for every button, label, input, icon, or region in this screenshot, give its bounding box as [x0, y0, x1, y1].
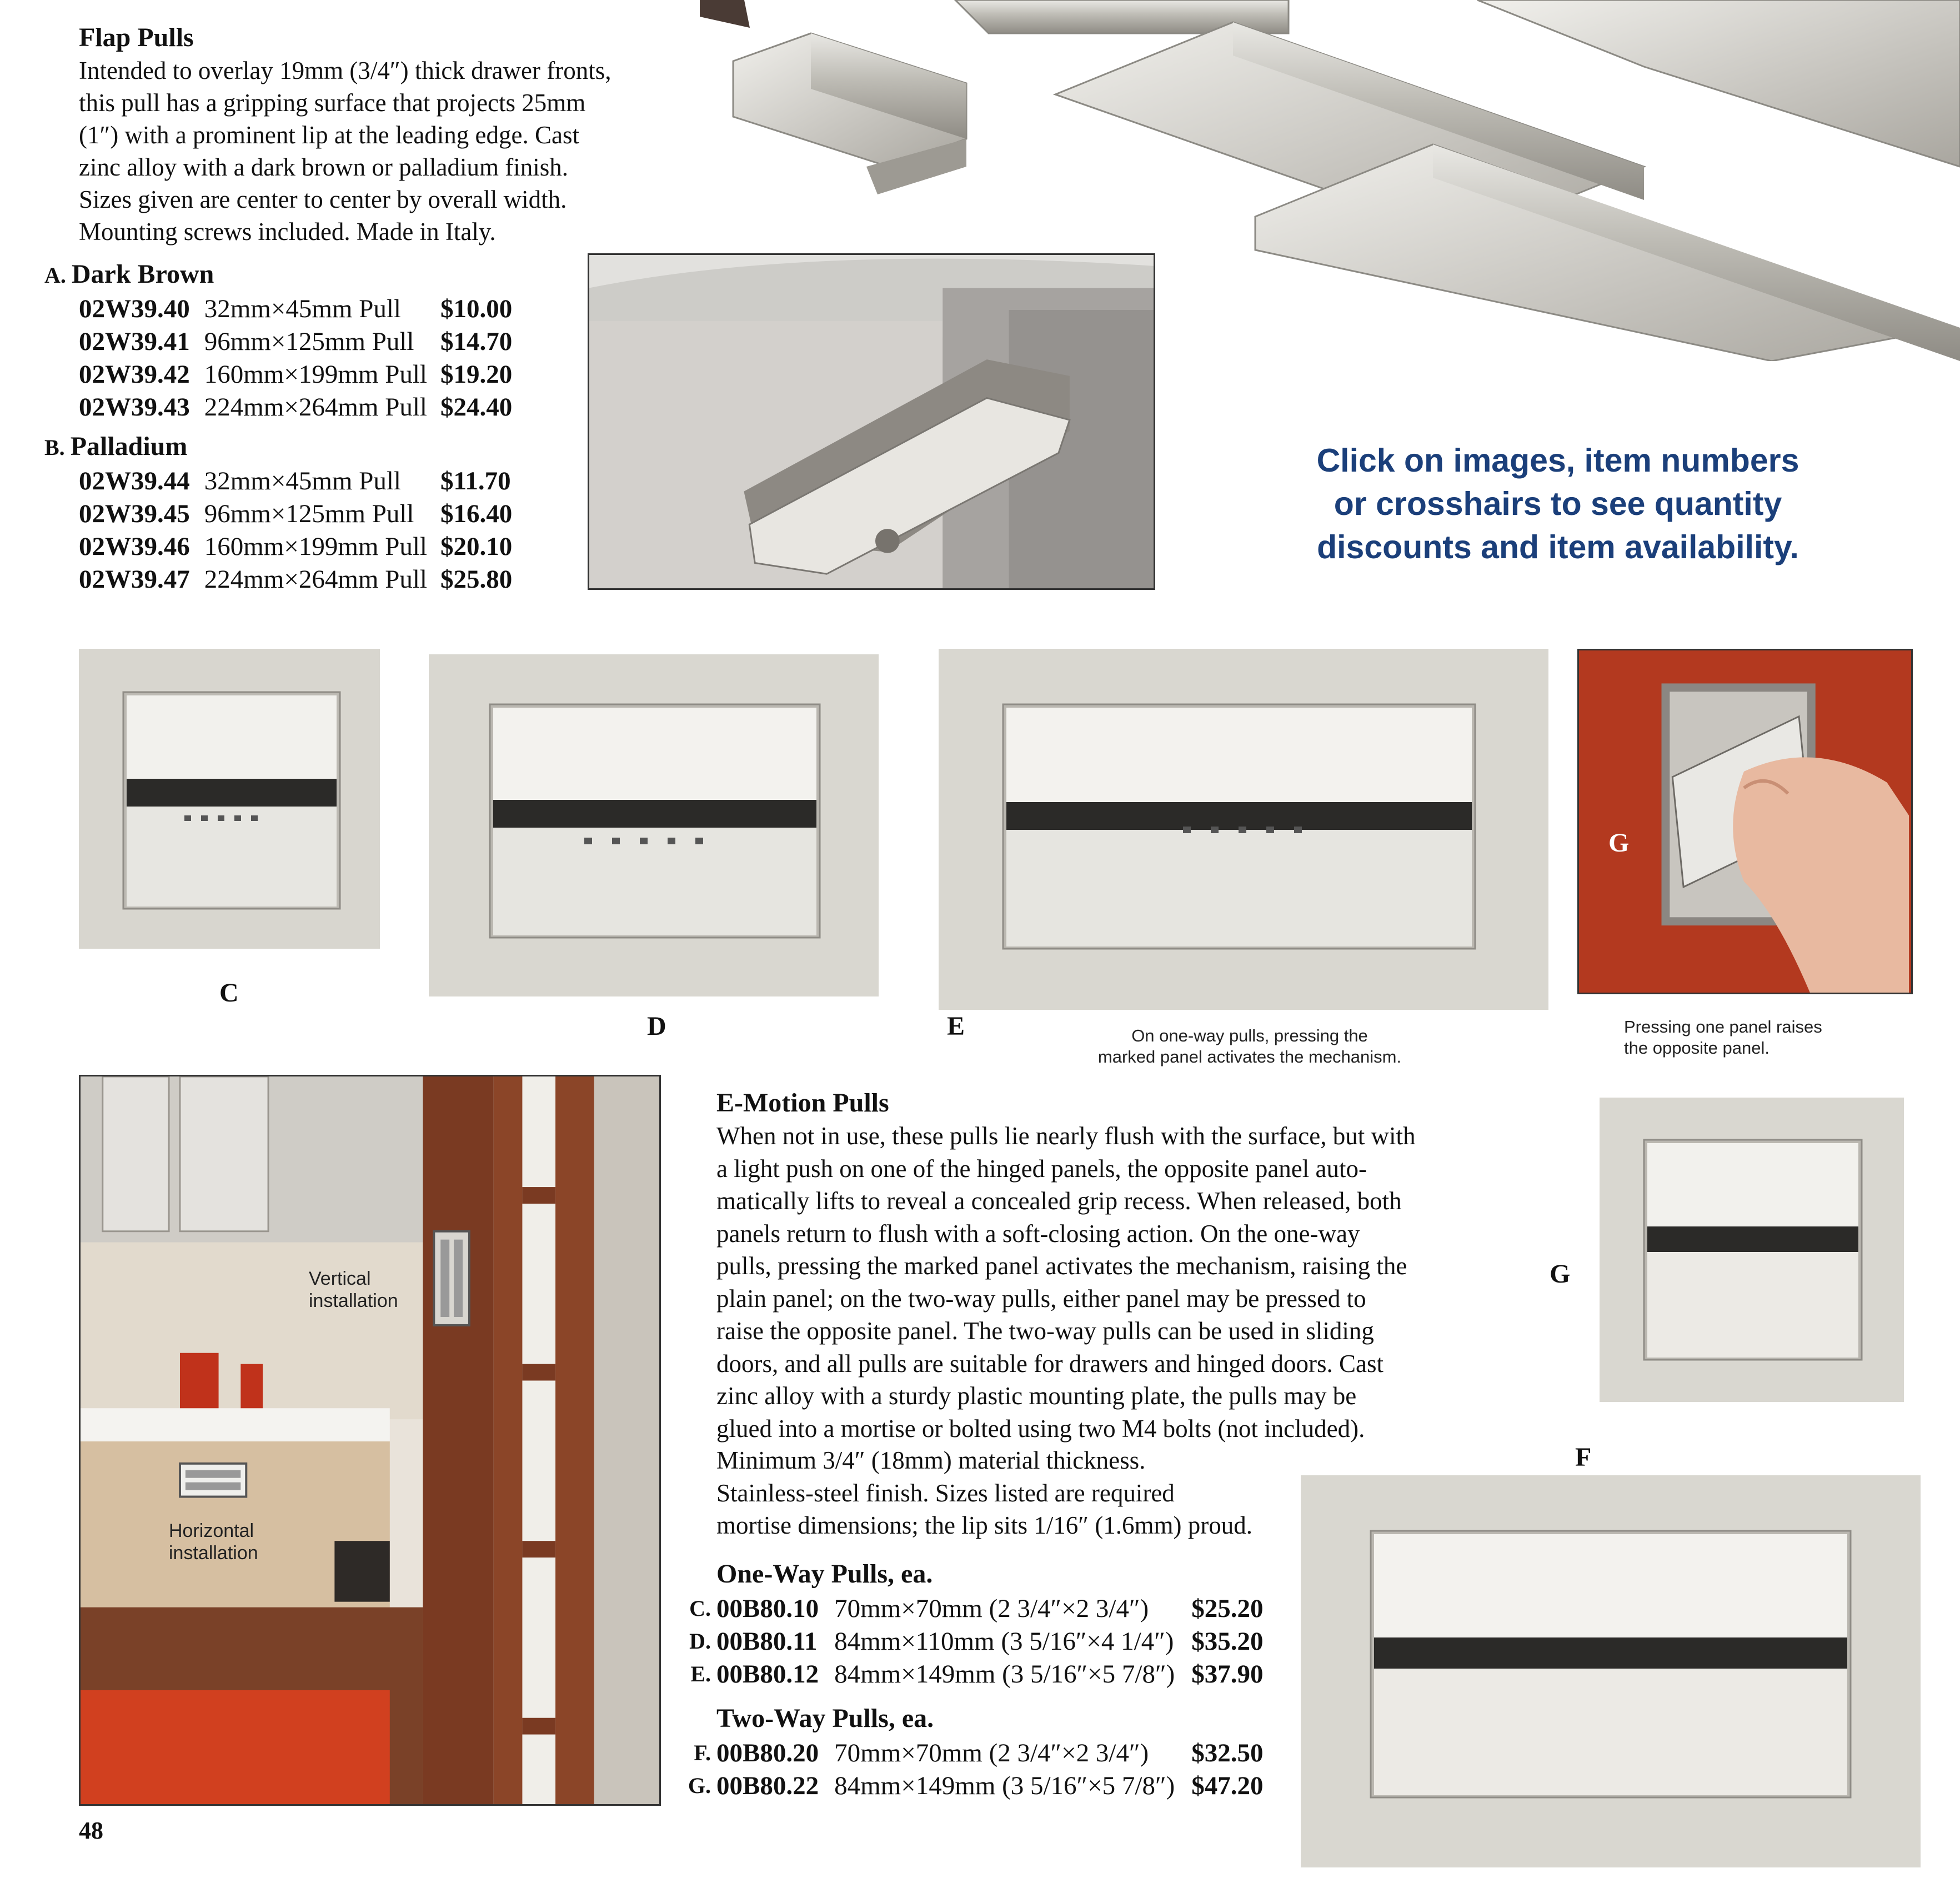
item-desc: 224mm×264mm Pull	[204, 392, 427, 422]
desc-line: Mounting screws included. Made in Italy.	[79, 218, 496, 246]
item-desc: 84mm×149mm (3 5/16″×5 7/8″)	[834, 1659, 1175, 1689]
flap-pulls-title: Flap Pulls	[79, 23, 194, 52]
table-row[interactable]	[79, 530, 512, 563]
emotion-pulls-description-cont	[716, 1444, 1289, 1542]
desc-line: pulls, pressing the marked panel activates the mechanism, raising the	[716, 1252, 1407, 1280]
item-number[interactable]: 02W39.42	[79, 359, 190, 389]
item-desc: 84mm×149mm (3 5/16″×5 7/8″)	[834, 1771, 1175, 1800]
item-desc: 160mm×199mm Pull	[204, 359, 427, 389]
item-letter: E.	[690, 1661, 711, 1686]
item-letter: C.	[689, 1596, 711, 1621]
pull-d-photo[interactable]	[429, 654, 879, 996]
flap-pull-installed-photo[interactable]	[588, 253, 1155, 590]
desc-line: plain panel; on the two-way pulls, either panel may be pressed to	[716, 1284, 1366, 1313]
interior-installation-photo[interactable]	[79, 1075, 661, 1806]
item-desc: 70mm×70mm (2 3/4″×2 3/4″)	[834, 1738, 1149, 1767]
caption-line: installation	[309, 1290, 398, 1311]
vertical-installation-label	[309, 1268, 398, 1312]
availability-cta[interactable]	[1266, 439, 1849, 569]
group-name: Dark Brown	[71, 259, 214, 289]
desc-line: matically lifts to reveal a concealed grip recess. When released, both	[716, 1187, 1402, 1215]
pull-f-photo[interactable]	[1600, 1098, 1904, 1402]
label-c[interactable]: C	[219, 978, 239, 1008]
label-e[interactable]: E	[947, 1011, 965, 1041]
desc-line: (1″) with a prominent lip at the leading edge. Cast	[79, 121, 580, 149]
item-desc: 70mm×70mm (2 3/4″×2 3/4″)	[834, 1594, 1149, 1623]
caption-line: the opposite panel.	[1624, 1038, 1769, 1058]
caption-line: On one-way pulls, pressing the	[1131, 1026, 1368, 1045]
desc-line: Stainless-steel finish. Sizes listed are required	[716, 1479, 1175, 1507]
item-price: $11.70	[440, 466, 511, 495]
item-number[interactable]: 00B80.11	[716, 1626, 818, 1656]
table-row[interactable]	[678, 1769, 1263, 1802]
item-number[interactable]: 00B80.12	[716, 1659, 819, 1689]
item-number[interactable]: 00B80.10	[716, 1594, 819, 1623]
table-row[interactable]	[79, 292, 512, 325]
table-row[interactable]	[79, 497, 512, 530]
table-row[interactable]	[79, 563, 512, 595]
item-price: $20.10	[440, 532, 513, 561]
item-price: $25.80	[440, 564, 513, 594]
item-number[interactable]: 02W39.40	[79, 294, 190, 323]
table-row[interactable]	[79, 358, 512, 390]
desc-line: Intended to overlay 19mm (3/4″) thick drawer fronts,	[79, 57, 611, 84]
desc-line: panels return to flush with a soft-closing action. On the one-way	[716, 1219, 1360, 1248]
table-row[interactable]	[678, 1657, 1263, 1690]
item-price: $14.70	[440, 327, 513, 356]
desc-line: When not in use, these pulls lie nearly flush with the surface, but with	[716, 1122, 1416, 1150]
desc-line: doors, and all pulls are suitable for drawers and hinged doors. Cast	[716, 1349, 1383, 1378]
one-way-heading: One-Way Pulls, ea.	[716, 1559, 933, 1589]
item-letter: F.	[694, 1740, 711, 1765]
group-letter: B.	[44, 435, 65, 460]
page-number: 48	[79, 1817, 103, 1844]
item-desc: 32mm×45mm Pull	[204, 294, 401, 323]
caption-line: installation	[169, 1543, 258, 1564]
item-price: $10.00	[440, 294, 513, 323]
item-price: $37.90	[1191, 1659, 1264, 1689]
item-number[interactable]: 02W39.43	[79, 392, 190, 422]
desc-line: zinc alloy with a sturdy plastic mounting plate, the pulls may be	[716, 1382, 1357, 1410]
cta-line[interactable]: discounts and item availability.	[1317, 529, 1799, 565]
desc-line: raise the opposite panel. The two-way pulls can be used in sliding	[716, 1317, 1374, 1345]
group-dark-brown	[44, 259, 214, 289]
desc-line: a light push on one of the hinged panels, the opposite panel auto-	[716, 1154, 1367, 1183]
item-number[interactable]: 02W39.47	[79, 564, 190, 594]
item-price: $24.40	[440, 392, 513, 422]
palladium-table	[79, 464, 512, 595]
group-name: Palladium	[70, 432, 188, 461]
item-number[interactable]: 00B80.20	[716, 1738, 819, 1767]
item-price: $25.20	[1191, 1594, 1264, 1623]
one-way-table	[678, 1592, 1263, 1690]
two-way-caption	[1624, 1016, 1913, 1059]
item-letter: G.	[688, 1773, 711, 1798]
table-row[interactable]	[678, 1625, 1263, 1657]
label-g-side[interactable]: G	[1550, 1259, 1571, 1289]
label-g-photo[interactable]: G	[1608, 828, 1630, 858]
horizontal-installation-label	[169, 1520, 258, 1564]
pull-c-photo[interactable]	[79, 649, 380, 949]
item-price: $47.20	[1191, 1771, 1264, 1800]
desc-line: Minimum 3/4″ (18mm) material thickness.	[716, 1446, 1146, 1474]
pull-g-photo[interactable]	[1301, 1475, 1921, 1867]
cta-line[interactable]: or crosshairs to see quantity	[1334, 485, 1782, 522]
two-way-table	[678, 1736, 1263, 1802]
item-price: $32.50	[1191, 1738, 1264, 1767]
item-desc: 96mm×125mm Pull	[204, 327, 414, 356]
flap-pulls-description	[79, 54, 666, 248]
label-d[interactable]: D	[647, 1011, 666, 1041]
caption-line: Horizontal	[169, 1520, 254, 1541]
table-row[interactable]	[678, 1736, 1263, 1769]
item-price: $16.40	[440, 499, 513, 528]
item-price: $19.20	[440, 359, 513, 389]
pull-e-photo[interactable]	[939, 649, 1548, 1010]
group-letter: A.	[44, 263, 66, 288]
caption-line: Vertical	[309, 1268, 371, 1289]
item-price: $35.20	[1191, 1626, 1264, 1656]
emotion-pulls-description	[716, 1120, 1491, 1445]
desc-line: glued into a mortise or bolted using two M4 bolts (not included).	[716, 1414, 1365, 1443]
one-way-caption	[1083, 1025, 1416, 1068]
item-number[interactable]: 02W39.45	[79, 499, 190, 528]
item-number[interactable]: 02W39.46	[79, 532, 190, 561]
table-row[interactable]	[79, 464, 512, 497]
table-row[interactable]	[79, 390, 512, 423]
item-number[interactable]: 00B80.22	[716, 1771, 819, 1800]
table-row[interactable]	[678, 1592, 1263, 1625]
item-desc: 224mm×264mm Pull	[204, 564, 427, 594]
group-palladium	[44, 431, 187, 462]
item-number[interactable]: 02W39.44	[79, 466, 190, 495]
two-way-heading: Two-Way Pulls, ea.	[716, 1704, 934, 1733]
emotion-pulls-title: E-Motion Pulls	[716, 1088, 889, 1118]
desc-line: Sizes given are center to center by overall width.	[79, 186, 567, 213]
caption-line: Pressing one panel raises	[1624, 1017, 1822, 1036]
item-desc: 84mm×110mm (3 5/16″×4 1/4″)	[834, 1626, 1174, 1656]
item-desc: 32mm×45mm Pull	[204, 466, 401, 495]
cta-line[interactable]: Click on images, item numbers	[1316, 442, 1799, 479]
caption-line: marked panel activates the mechanism.	[1097, 1047, 1402, 1066]
item-number[interactable]: 02W39.41	[79, 327, 190, 356]
dark-brown-table	[79, 292, 512, 423]
item-desc: 96mm×125mm Pull	[204, 499, 414, 528]
desc-line: zinc alloy with a dark brown or palladium finish.	[79, 153, 569, 181]
desc-line: this pull has a gripping surface that projects 25mm	[79, 89, 586, 117]
pull-g-hand-photo[interactable]	[1577, 649, 1913, 994]
desc-line: mortise dimensions; the lip sits 1/16″ (1.6mm) proud.	[716, 1511, 1252, 1539]
item-letter: D.	[689, 1629, 711, 1654]
item-desc: 160mm×199mm Pull	[204, 532, 427, 561]
table-row[interactable]	[79, 325, 512, 358]
label-f[interactable]: F	[1575, 1443, 1592, 1472]
